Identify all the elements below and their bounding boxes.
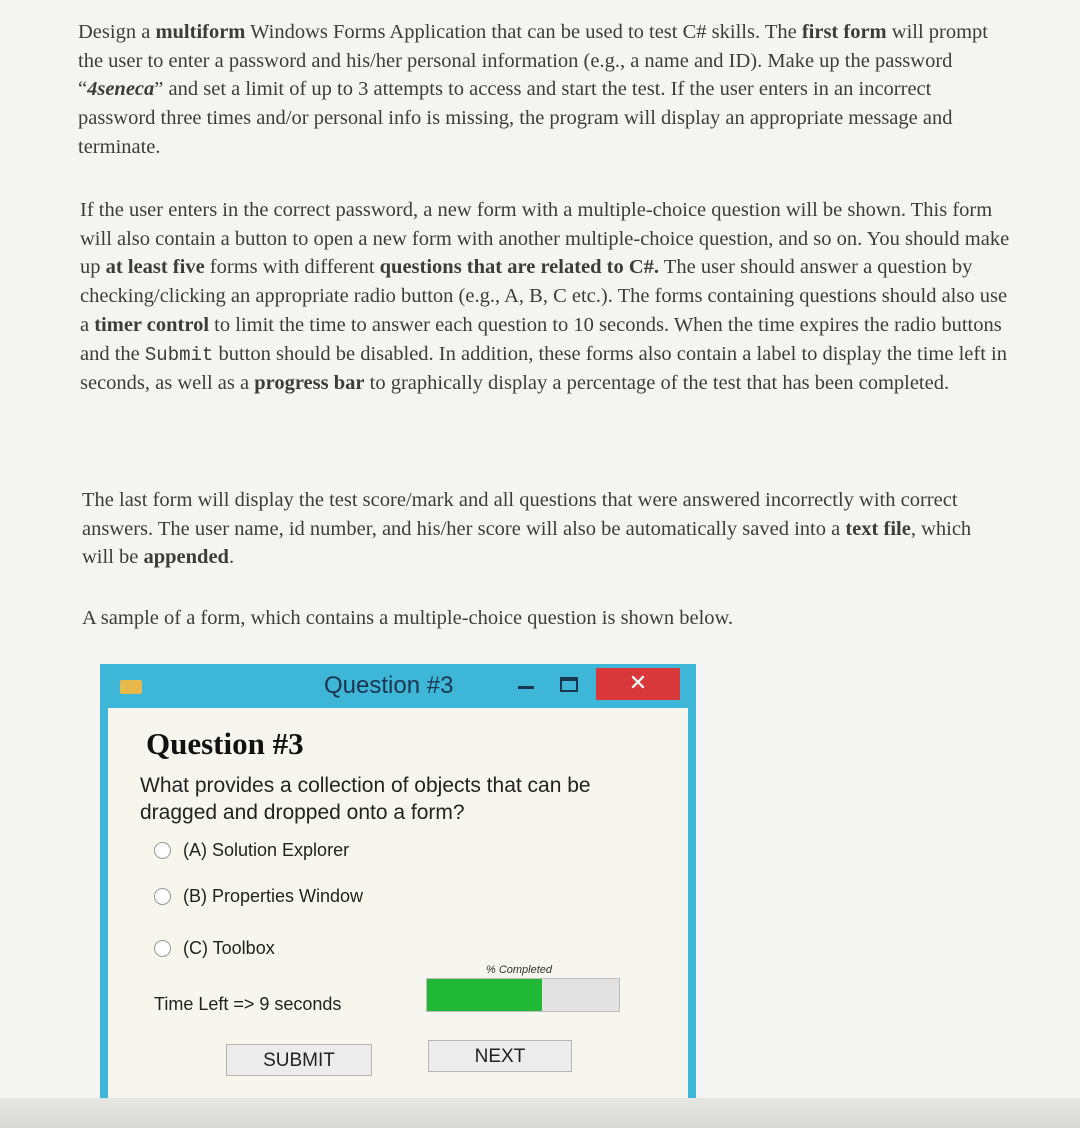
question-heading: Question #3	[146, 726, 304, 761]
option-b-radio[interactable]	[154, 886, 363, 907]
paragraph-3: The last form will display the test score/mark and all questions that were answered incorrectly with correct answers. The user name, id number, and his/her score will also be automatically saved into a text file, which will be appended.	[82, 489, 972, 569]
next-button[interactable]: NEXT	[428, 1040, 572, 1072]
radio-circle-icon[interactable]	[154, 940, 171, 957]
window-title: Question #3	[324, 672, 454, 699]
option-a-label: (A) Solution Explorer	[183, 840, 350, 860]
minimize-icon	[518, 686, 534, 689]
title-bar[interactable]	[100, 664, 696, 708]
paragraph-2: If the user enters in the correct password, a new form with a multiple-choice question will be shown. This form will also contain a button to open a new form with another multiple-choice question, and so on. You should make up at least five forms with different questions that are related to C#. The user should answer a question by checking/clicking an appropriate radio button (e.g., A, B, C etc.). The forms containing questions should also use a timer control to limit the time to answer each question to 10 seconds. When the time expires the radio buttons and the Submit button should be disabled. In addition, these forms also contain a label to display the time left in seconds, as well as a progress bar to graphically display a percentage of the test that has been completed.	[80, 199, 1010, 395]
maximize-icon	[560, 677, 578, 692]
option-c-label: (C) Toolbox	[183, 938, 275, 958]
radio-circle-icon[interactable]	[154, 842, 171, 859]
desk-surface	[0, 1098, 1080, 1128]
question-text: What provides a collection of objects that can be dragged and dropped onto a form?	[140, 774, 591, 824]
form-client-area	[108, 708, 688, 1104]
time-left-label: Time Left => 9 seconds	[154, 994, 342, 1014]
close-button[interactable]	[596, 668, 680, 700]
radio-circle-icon[interactable]	[154, 888, 171, 905]
paragraph-4: A sample of a form, which contains a multiple-choice question is shown below.	[82, 607, 734, 629]
option-b-label: (B) Properties Window	[183, 886, 364, 906]
maximize-button[interactable]	[556, 674, 584, 698]
close-icon: ✕	[628, 671, 648, 696]
option-a-radio[interactable]	[154, 840, 349, 861]
submit-button[interactable]: SUBMIT	[226, 1044, 372, 1076]
progress-bar	[426, 978, 620, 1012]
progress-label: % Completed	[486, 964, 553, 976]
paragraph-1: Design a multiform Windows Forms Application that can be used to test C# skills. The first form will prompt the user to enter a password and his/her personal information (e.g., a name and ID). Make up the password “4seneca” and set a limit of up to 3 attempts to access and start the test. If the user enters in an incorrect password three times and/or personal info is missing, the program will display an appropriate message and terminate.	[78, 21, 988, 158]
app-icon[interactable]	[120, 680, 142, 694]
progress-fill	[427, 979, 542, 1011]
question-window	[100, 664, 696, 1112]
option-c-radio[interactable]	[154, 938, 275, 959]
minimize-button[interactable]	[512, 674, 540, 698]
